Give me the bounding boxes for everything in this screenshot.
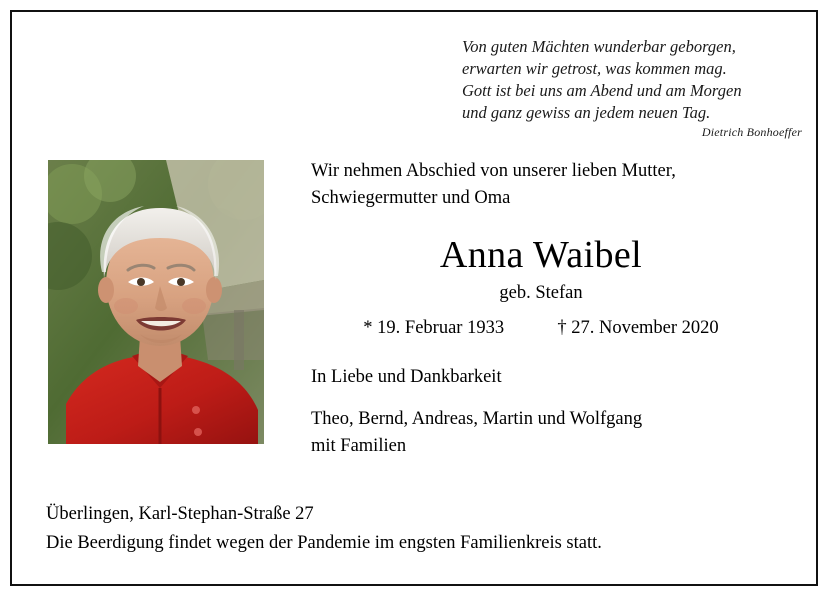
footer-block bbox=[46, 500, 786, 557]
quote-line-4: und ganz gewiss an jedem neuen Tag. bbox=[462, 102, 711, 122]
death-date: † 27. November 2020 bbox=[557, 317, 719, 338]
quote-author: Dietrich Bonhoeffer bbox=[701, 124, 802, 139]
funeral-note: Die Beerdigung findet wegen der Pandemie im engsten Familienkreis statt. bbox=[46, 532, 602, 553]
quote-line-1: Von guten Mächten wunderbar geborgen, bbox=[462, 37, 736, 56]
birth-date: * 19. Februar 1933 bbox=[363, 317, 505, 338]
life-dates bbox=[311, 318, 771, 339]
intro-line-1: Wir nehmen Abschied von unserer lieben Mutter, bbox=[311, 161, 676, 181]
survivors-line-2: mit Familien bbox=[311, 436, 407, 457]
portrait-photo bbox=[48, 160, 264, 444]
survivors-line-1: Theo, Bernd, Andreas, Martin und Wolfgang bbox=[311, 408, 643, 429]
quote-block bbox=[462, 36, 802, 141]
survivors-block bbox=[311, 406, 771, 462]
quote-line-2: erwarten wir getrost, was kommen mag. bbox=[462, 58, 727, 78]
gratitude-line: In Liebe und Dankbarkeit bbox=[311, 366, 502, 387]
portrait-illustration bbox=[48, 160, 264, 444]
deceased-name: Anna Waibel bbox=[439, 233, 643, 276]
intro-text bbox=[311, 158, 771, 213]
maiden-name: geb. Stefan bbox=[499, 282, 583, 303]
address-line: Überlingen, Karl-Stephan-Straße 27 bbox=[46, 504, 314, 524]
main-text-block bbox=[311, 158, 771, 461]
intro-line-2: Schwiegermutter und Oma bbox=[311, 188, 511, 209]
quote-line-3: Gott ist bei uns am Abend und am Morgen bbox=[462, 80, 742, 100]
